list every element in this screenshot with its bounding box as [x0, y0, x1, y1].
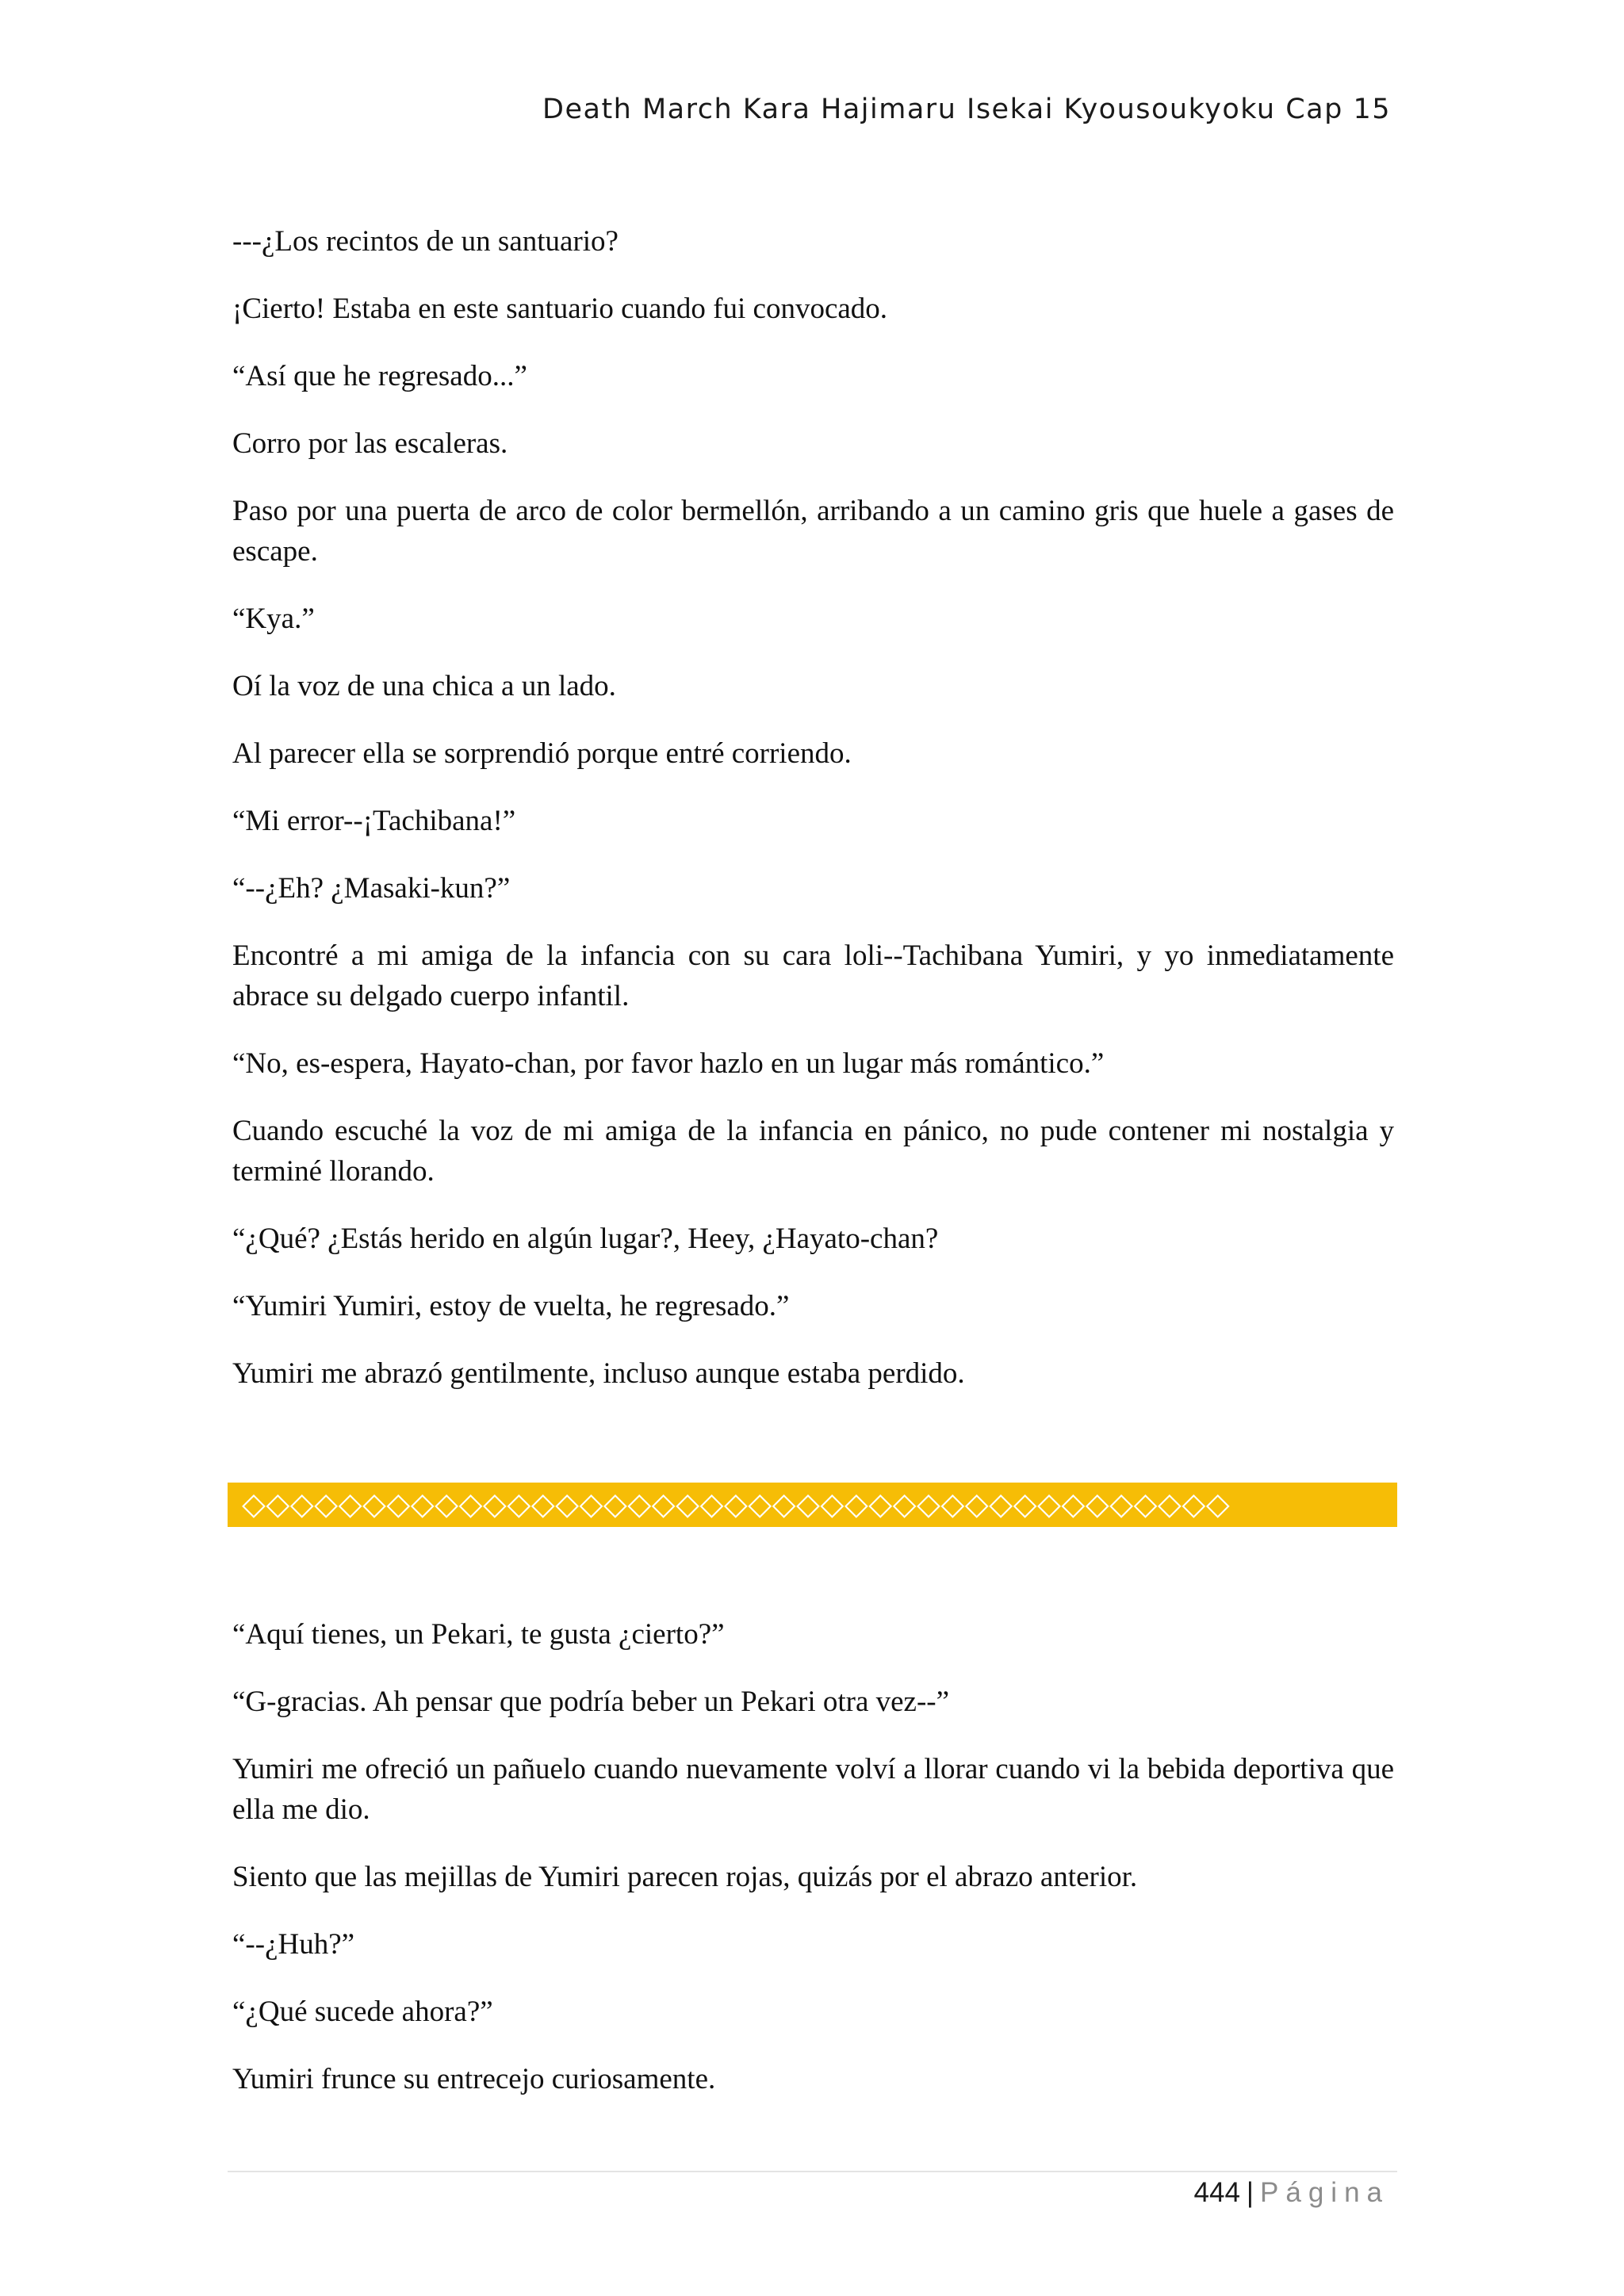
page-label: Página: [1260, 2177, 1389, 2208]
footer-separator: |: [1246, 2177, 1254, 2208]
paragraph: “Yumiri Yumiri, estoy de vuelta, he regresado.”: [232, 1290, 790, 1322]
paragraph: Encontré a mi amiga de la infancia con su cara loli--Tachibana Yumiri, y yo inmediatamente abrace su delgado cuerpo infantil.: [232, 939, 1394, 1012]
paragraph: “Así que he regresado...”: [232, 360, 527, 392]
paragraph: “No, es-espera, Hayato-chan, por favor hazlo en un lugar más romántico.”: [232, 1047, 1105, 1080]
section-2: [232, 1614, 1394, 2126]
paragraph: “¿Qué sucede ahora?”: [232, 1996, 493, 2028]
paragraph: “--¿Eh? ¿Masaki-kun?”: [232, 872, 511, 905]
paragraph: ¡Cierto! Estaba en este santuario cuando fui convocado.: [232, 293, 888, 325]
page-footer: [1194, 2177, 1389, 2209]
paragraph: “Kya.”: [232, 603, 315, 635]
page-number: 444: [1193, 2177, 1240, 2208]
running-header: Death March Kara Hajimaru Isekai Kyousoukyoku Cap 15: [542, 94, 1391, 125]
paragraph: Paso por una puerta de arco de color bermellón, arribando a un camino gris que huele a gases de escape.: [232, 495, 1394, 568]
section-1: [232, 221, 1394, 1421]
paragraph: Al parecer ella se sorprendió porque entré corriendo.: [232, 737, 852, 770]
diamond-pattern: ◇◇◇◇◇◇◇◇◇◇◇◇◇◇◇◇◇◇◇◇◇◇◇◇◇◇◇◇◇◇◇◇◇◇◇◇◇◇◇◇◇: [242, 1487, 1231, 1522]
paragraph: “Mi error--¡Tachibana!”: [232, 805, 516, 837]
paragraph: Oí la voz de una chica a un lado.: [232, 670, 616, 702]
paragraph: Cuando escuché la voz de mi amiga de la infancia en pánico, no pude contener mi nostalgia y terminé llorando.: [232, 1115, 1394, 1188]
section-divider: [228, 1483, 1397, 1527]
paragraph: Yumiri frunce su entrecejo curiosamente.: [232, 2063, 716, 2095]
paragraph: “¿Qué? ¿Estás herido en algún lugar?, Heey, ¿Hayato-chan?: [232, 1223, 939, 1255]
footer-rule: [228, 2171, 1397, 2172]
paragraph: “Aquí tienes, un Pekari, te gusta ¿cierto?”: [232, 1618, 725, 1651]
paragraph: “G-gracias. Ah pensar que podría beber un Pekari otra vez--”: [232, 1686, 950, 1718]
paragraph: Yumiri me abrazó gentilmente, incluso aunque estaba perdido.: [232, 1357, 965, 1390]
paragraph: Siento que las mejillas de Yumiri parecen rojas, quizás por el abrazo anterior.: [232, 1861, 1138, 1893]
paragraph: ---¿Los recintos de un santuario?: [232, 225, 619, 258]
paragraph: Corro por las escaleras.: [232, 427, 508, 460]
paragraph: Yumiri me ofreció un pañuelo cuando nuevamente volví a llorar cuando vi la bebida deportiva que ella me dio.: [232, 1753, 1394, 1826]
paragraph: “--¿Huh?”: [232, 1928, 355, 1961]
